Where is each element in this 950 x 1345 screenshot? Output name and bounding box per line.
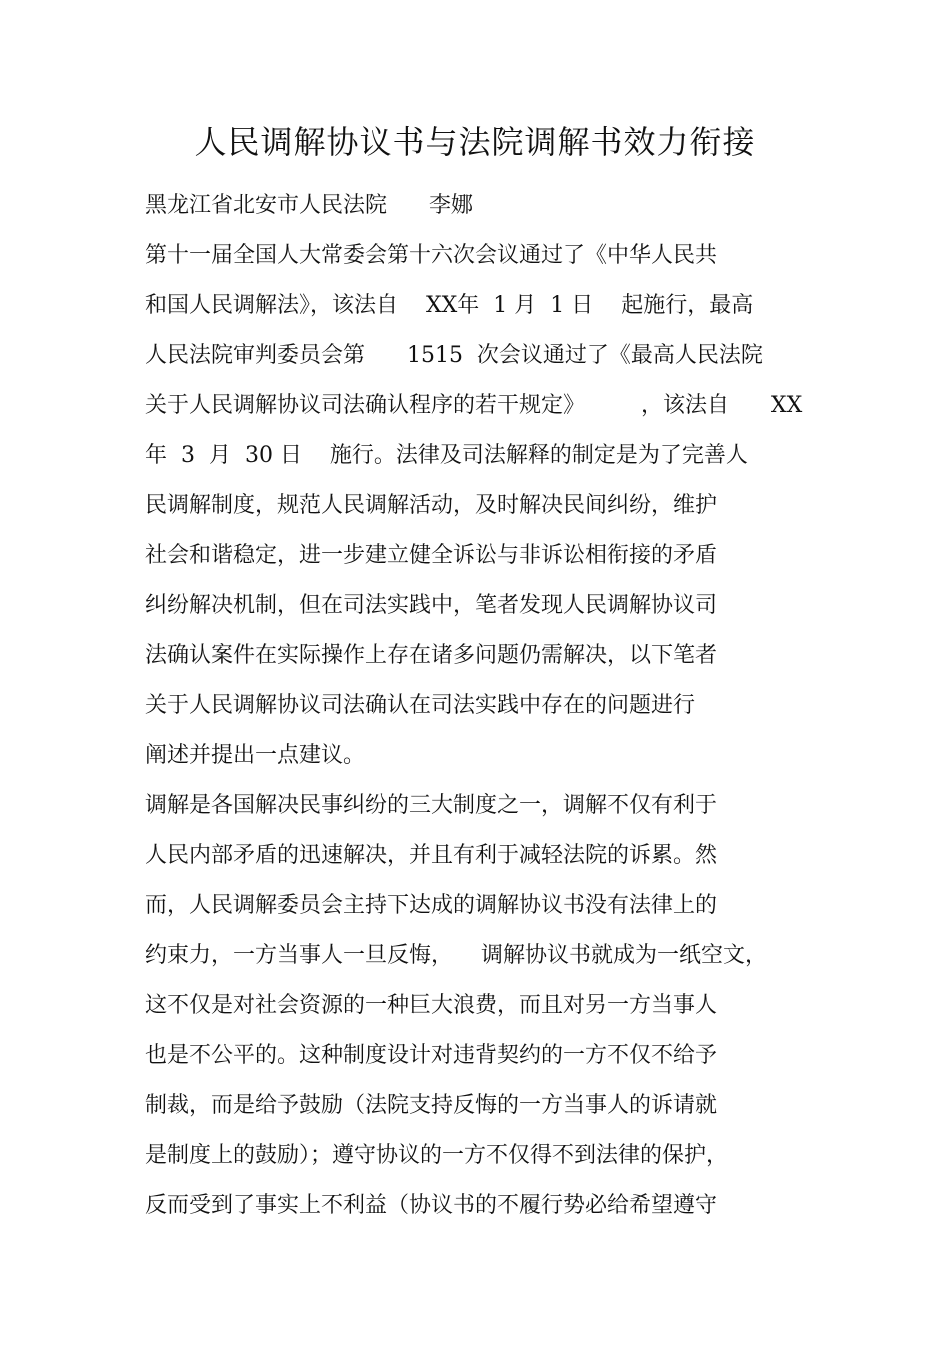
author-line: 黑龙江省北安市人民法院 李娜 xyxy=(145,193,473,218)
body-line: 也是不公平的。这种制度设计对违背契约的一方不仅不给予 xyxy=(145,1043,718,1068)
body-line: 纠纷解决机制，但在司法实践中，笔者发现人民调解协议司 xyxy=(145,593,718,618)
document-title: 人民调解协议书与法院调解书效力衔接 xyxy=(194,123,756,161)
body-line: 关于人民调解协议司法确认在司法实践中存在的问题进行 xyxy=(145,693,696,718)
body-line: 年 3 月 30 日 施行。法律及司法解释的制定是为了完善人 xyxy=(145,443,748,468)
body-line: 人民法院审判委员会第 1515 次会议通过了《最高人民法院 xyxy=(145,343,763,368)
body-line: 社会和谐稳定，进一步建立健全诉讼与非诉讼相衔接的矛盾 xyxy=(145,543,718,568)
body-line: 第十一届全国人大常委会第十六次会议通过了《中华人民共 xyxy=(145,243,718,268)
body-line: 是制度上的鼓励）；遵守协议的一方不仅得不到法律的保护， xyxy=(145,1143,729,1168)
body-line: 阐述并提出一点建议。 xyxy=(145,743,366,768)
body-line: 而，人民调解委员会主持下达成的调解协议书没有法律上的 xyxy=(145,893,718,918)
body-line: 反而受到了事实上不利益（协议书的不履行势必给希望遵守 xyxy=(145,1193,718,1218)
body-line: 人民内部矛盾的迅速解决，并且有利于减轻法院的诉累。然 xyxy=(145,843,718,868)
body-line: 民调解制度，规范人民调解活动，及时解决民间纠纷，维护 xyxy=(145,493,718,518)
body-line: 约束力，一方当事人一旦反悔， 调解协议书就成为一纸空文， xyxy=(145,943,767,968)
body-line: 制裁，而是给予鼓励（法院支持反悔的一方当事人的诉请就 xyxy=(145,1093,718,1118)
body-line: 这不仅是对社会资源的一种巨大浪费，而且对另一方当事人 xyxy=(145,993,718,1018)
body-line: 调解是各国解决民事纠纷的三大制度之一，调解不仅有利于 xyxy=(145,793,718,818)
body-line: 法确认案件在实际操作上存在诸多问题仍需解决，以下笔者 xyxy=(145,643,718,668)
body-line: 和国人民调解法》，该法自 XX年 1 月 1 日 起施行，最高 xyxy=(145,293,754,318)
body-line: 关于人民调解协议司法确认程序的若干规定》 ，该法自 XX xyxy=(145,393,803,418)
